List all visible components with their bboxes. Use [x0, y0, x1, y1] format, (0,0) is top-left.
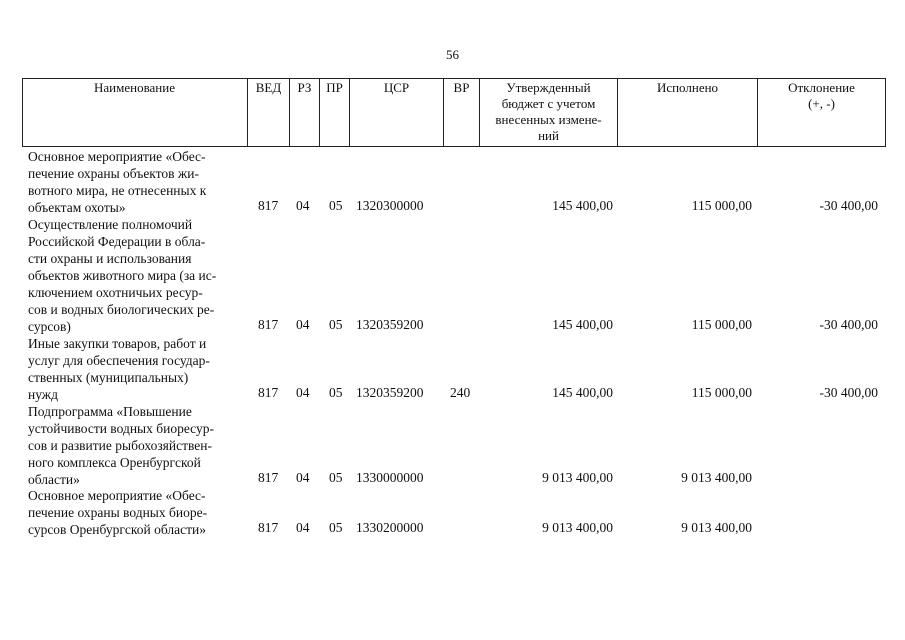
row-executed: 115 000,00 — [691, 198, 752, 213]
header-rz — [290, 78, 320, 146]
row-name — [28, 403, 239, 488]
row-name-line: Подпрограмма «Повышение — [28, 404, 192, 419]
header-pr — [320, 78, 350, 146]
row-pr: 05 — [329, 520, 343, 535]
header-budget — [480, 78, 618, 146]
row-csr: 1330000000 — [356, 470, 424, 485]
row-budget: 9 013 400,00 — [542, 470, 613, 485]
header-deviation-line: Отклонение — [788, 80, 855, 95]
header-ved — [248, 78, 290, 146]
row-rz: 04 — [296, 470, 310, 485]
row-deviation: -30 400,00 — [819, 385, 878, 400]
row-executed: 115 000,00 — [691, 385, 752, 400]
row-csr: 1330200000 — [356, 520, 424, 535]
row-deviation: -30 400,00 — [819, 198, 878, 213]
header-deviation — [758, 78, 886, 146]
row-name-line: сов и водных биологических ре- — [28, 302, 215, 317]
row-name-line: печение охраны водных биоре- — [28, 505, 208, 520]
header-budget-line: Утвержденный — [506, 80, 591, 95]
row-name-line: Основное мероприятие «Обес- — [28, 488, 206, 503]
row-executed: 115 000,00 — [691, 317, 752, 332]
row-pr: 05 — [329, 198, 343, 213]
header-executed — [618, 78, 758, 146]
row-name-line: объектов животного мира (за ис- — [28, 268, 217, 283]
row-name-line: Иные закупки товаров, работ и — [28, 336, 207, 351]
header-deviation-line: (+, -) — [808, 96, 835, 111]
row-csr: 1320359200 — [356, 385, 424, 400]
header-budget-line: внесенных измене- — [495, 112, 602, 127]
row-name-line: объектам охоты» — [28, 200, 126, 215]
row-name-line: сурсов Оренбургской области» — [28, 522, 207, 537]
row-name — [28, 148, 239, 216]
row-pr: 05 — [329, 470, 343, 485]
row-name-line: печение охраны объектов жи- — [28, 166, 199, 181]
row-name-line: сти охраны и использования — [28, 251, 192, 266]
row-budget: 9 013 400,00 — [542, 520, 613, 535]
header-pr-label: ПР — [326, 80, 343, 95]
header-executed-label: Исполнено — [656, 80, 719, 95]
header-vr-label: ВР — [453, 80, 470, 95]
row-pr: 05 — [329, 385, 343, 400]
row-ved: 817 — [258, 385, 279, 400]
row-name-line: нужд — [28, 387, 58, 402]
header-rz-label: РЗ — [297, 80, 312, 95]
row-rz: 04 — [296, 385, 310, 400]
row-name-line: области» — [28, 472, 80, 487]
row-rz: 04 — [296, 198, 310, 213]
row-ved: 817 — [258, 317, 279, 332]
header-name — [22, 78, 248, 146]
row-deviation: -30 400,00 — [819, 317, 878, 332]
header-bottom-border — [22, 146, 886, 147]
header-ved-label: ВЕД — [255, 80, 282, 95]
row-name-line: сурсов) — [28, 319, 71, 334]
header-name-label: Наименование — [94, 80, 175, 95]
row-name — [28, 487, 239, 538]
row-name — [28, 335, 239, 403]
row-rz: 04 — [296, 520, 310, 535]
row-vr: 240 — [450, 385, 471, 400]
row-name-line: ключением охотничьих ресур- — [28, 285, 203, 300]
header-budget-line: ний — [538, 128, 559, 143]
row-executed: 9 013 400,00 — [681, 470, 752, 485]
row-name-line: устойчивости водных биоресур- — [28, 421, 214, 436]
row-name-line: Основное мероприятие «Обес- — [28, 149, 206, 164]
row-name-line: ственных (муниципальных) — [28, 370, 189, 385]
row-name-line: Российской Федерации в обла- — [28, 234, 206, 249]
row-ved: 817 — [258, 520, 279, 535]
row-budget: 145 400,00 — [552, 317, 613, 332]
row-csr: 1320300000 — [356, 198, 424, 213]
row-budget: 145 400,00 — [552, 198, 613, 213]
header-csr — [350, 78, 444, 146]
row-rz: 04 — [296, 317, 310, 332]
row-pr: 05 — [329, 317, 343, 332]
row-ved: 817 — [258, 470, 279, 485]
row-name-line: услуг для обеспечения государ- — [28, 353, 210, 368]
row-budget: 145 400,00 — [552, 385, 613, 400]
row-csr: 1320359200 — [356, 317, 424, 332]
header-vr — [444, 78, 480, 146]
page-number: 56 — [446, 47, 459, 62]
row-name-line: вотного мира, не отнесенных к — [28, 183, 207, 198]
row-name — [28, 216, 239, 335]
row-name-line: ного комплекса Оренбургской — [28, 455, 201, 470]
header-csr-label: ЦСР — [383, 80, 410, 95]
header-budget-line: бюджет с учетом — [501, 96, 596, 111]
row-ved: 817 — [258, 198, 279, 213]
row-executed: 9 013 400,00 — [681, 520, 752, 535]
row-name-line: Осуществление полномочий — [28, 217, 193, 232]
row-name-line: сов и развитие рыбохозяйствен- — [28, 438, 213, 453]
